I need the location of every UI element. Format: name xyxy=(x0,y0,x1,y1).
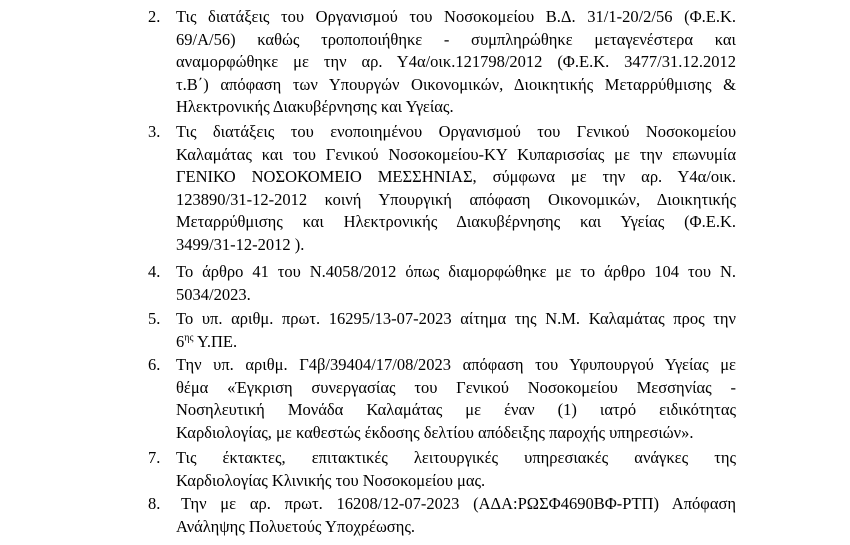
list-item-line: Ανάληψης Πολυετούς Υποχρέωσης. xyxy=(176,516,415,536)
list-item-line: τ.Β΄) απόφαση των Υπουργών Οικονομικών, Διοικητικής Μεταρρύθμισης & xyxy=(176,74,736,94)
list-item-number: 7. xyxy=(148,448,161,467)
list-item-line: Καλαμάτας και του Γενικού Νοσοκομείου-ΚΥ Κυπαρισσίας με την επωνυμία xyxy=(176,144,736,164)
list-item-line: Καρδιολογίας Κλινικής του Νοσοκομείου μας. xyxy=(176,470,486,490)
list-item-line: ΓΕΝΙΚΟ ΝΟΣΟΚΟΜΕΙΟ ΜΕΣΣΗΝΙΑΣ, σύμφωνα με την αρ. Υ4α/οικ. xyxy=(176,167,736,186)
list-item-line: θέμα «Έγκριση συνεργασίας του Γενικού Νοσοκομείου Μεσσηνίας - xyxy=(176,377,736,397)
list-item-line xyxy=(176,331,736,354)
list-item-number: 4. xyxy=(148,262,161,281)
ordinal-tail: Υ.ΠΕ. xyxy=(193,331,238,351)
list-item-line: Την υπ. αριθμ. Γ4β/39404/17/08/2023 απόφαση του Υφυπουργού Υγείας με xyxy=(176,355,736,374)
list-item-line: 5034/2023. xyxy=(176,284,251,304)
list-item-line: αναμορφώθηκε με την αρ. Υ4α/οικ.121798/2012 (Φ.Ε.Κ. 3477/31.12.2012 xyxy=(176,52,736,71)
list-item-number: 5. xyxy=(148,309,161,328)
list-item-line: Την με αρ. πρωτ. 16208/12-07-2023 (ΑΔΑ:ΡΩΣΦ4690ΒΦ-ΡΤΠ) Απόφαση xyxy=(181,494,736,513)
list-item-line: Τις έκτακτες, επιτακτικές λειτουργικές υπηρεσιακές ανάγκες της xyxy=(176,448,736,467)
list-item-line: Μεταρρύθμισης και Ηλεκτρονικής Διακυβέρνησης και Υγείας (Φ.Ε.Κ. xyxy=(176,212,736,231)
list-item-number: 8. xyxy=(148,494,161,513)
list-item-line: Νοσηλευτική Μονάδα Καλαμάτας με έναν (1) ιατρό ειδικότητας xyxy=(176,400,736,419)
list-item-number: 3. xyxy=(148,122,161,141)
ordinal-suffix: ης xyxy=(184,332,194,343)
list-item-line: Ηλεκτρονικής Διακυβέρνησης και Υγείας. xyxy=(176,97,454,116)
list-item-line: Τις διατάξεις του Οργανισμού του Νοσοκομείου Β.Δ. 31/1-20/2/56 (Φ.Ε.Κ. xyxy=(176,7,736,26)
list-item-line: Το υπ. αριθμ. πρωτ. 16295/13-07-2023 αίτημα της Ν.Μ. Καλαμάτας προς την xyxy=(176,309,736,328)
ordinal-number: 6 xyxy=(176,331,185,351)
list-item-number: 2. xyxy=(148,7,161,26)
list-item-line: Τις διατάξεις του ενοποιημένου Οργανισμού του Γενικού Νοσοκομείου xyxy=(176,122,736,141)
list-item-line: Το άρθρο 41 του Ν.4058/2012 όπως διαμορφώθηκε με το άρθρο 104 του Ν. xyxy=(176,262,736,281)
list-item-number: 6. xyxy=(148,355,161,374)
list-item-line: Καρδιολογίας, με καθεστώς έκδοσης δελτίου απόδειξης παροχής υπηρεσιών». xyxy=(176,422,694,442)
list-item-line: 123890/31-12-2012 κοινή Υπουργική απόφαση Οικονομικών, Διοικητικής xyxy=(176,189,736,209)
list-item-line: 3499/31-12-2012 ). xyxy=(176,234,305,254)
list-item-line: 69/Α/56) καθώς τροποποιήθηκε - συμπληρώθηκε μεταγενέστερα και xyxy=(176,29,736,49)
